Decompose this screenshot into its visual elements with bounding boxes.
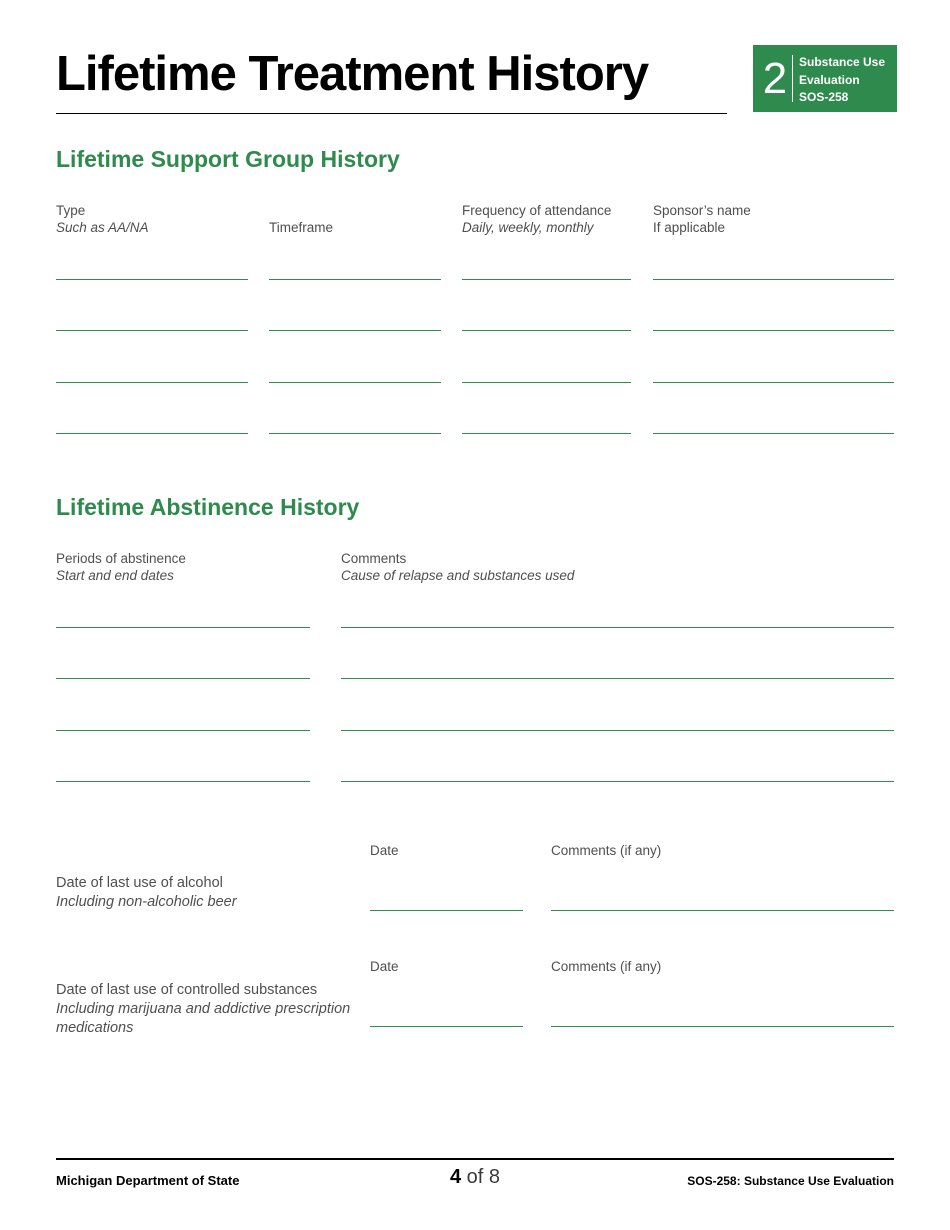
col-header-sponsor [653, 202, 751, 236]
controlled-comments-label: Comments (if any) [551, 959, 662, 974]
col-label-periods: Periods of abstinence [56, 551, 186, 566]
section-number: 2 [762, 54, 788, 103]
support-sponsor-field[interactable] [653, 433, 894, 434]
col-hint-frequency: Daily, weekly, monthly [462, 220, 594, 235]
page-current: 4 [449, 1166, 462, 1188]
col-hint-sponsor: If applicable [653, 220, 726, 235]
badge-line-3: SOS-258 [799, 90, 849, 104]
col-header-periods [56, 550, 186, 584]
footer-form-name: SOS-258: Substance Use Evaluation [687, 1174, 894, 1188]
support-sponsor-field[interactable] [653, 279, 894, 280]
badge-label [799, 54, 885, 107]
support-timeframe-field[interactable] [269, 433, 441, 434]
support-sponsor-field[interactable] [653, 330, 894, 331]
page-total: of 8 [461, 1166, 501, 1188]
badge-line-2: Evaluation [799, 72, 860, 87]
col-hint-comments: Cause of relapse and substances used [341, 568, 575, 583]
support-type-field[interactable] [56, 330, 248, 331]
alcohol-date-field[interactable] [370, 910, 523, 911]
col-hint-periods: Start and end dates [56, 568, 174, 583]
abstinence-comment-field[interactable] [341, 730, 894, 731]
badge-line-1: Substance Use [799, 55, 886, 69]
col-header-frequency [462, 202, 611, 236]
col-label-type: Type [56, 203, 86, 218]
alcohol-question-hint: Including non-alcoholic beer [56, 894, 237, 910]
col-hint-type: Such as AA/NA [56, 220, 149, 235]
support-group-heading: Lifetime Support Group History [56, 146, 400, 172]
abstinence-period-field[interactable] [56, 627, 310, 628]
support-frequency-field[interactable] [462, 279, 631, 280]
col-label-frequency: Frequency of attendance [462, 203, 612, 218]
col-header-timeframe [269, 219, 333, 236]
abstinence-period-field[interactable] [56, 781, 310, 782]
abstinence-period-field[interactable] [56, 678, 310, 679]
alcohol-date-label: Date [370, 843, 399, 858]
controlled-date-label: Date [370, 959, 399, 974]
controlled-date-field[interactable] [370, 1026, 523, 1027]
support-type-field[interactable] [56, 382, 248, 383]
section-badge [753, 45, 897, 112]
page-title: Lifetime Treatment History [56, 47, 649, 101]
support-type-field[interactable] [56, 433, 248, 434]
abstinence-heading: Lifetime Abstinence History [56, 494, 360, 520]
support-timeframe-field[interactable] [269, 279, 441, 280]
controlled-comments-field[interactable] [551, 1026, 894, 1027]
support-sponsor-field[interactable] [653, 382, 894, 383]
abstinence-period-field[interactable] [56, 730, 310, 731]
page-number [420, 1166, 530, 1189]
footer-divider [56, 1158, 894, 1160]
col-label-sponsor: Sponsor’s name [653, 203, 751, 218]
alcohol-question-text: Date of last use of alcohol [56, 875, 223, 891]
controlled-question [56, 981, 354, 1038]
col-label-comments: Comments [341, 551, 407, 566]
badge-divider [792, 55, 793, 102]
col-header-type [56, 202, 149, 236]
alcohol-comments-field[interactable] [551, 910, 894, 911]
alcohol-question [56, 874, 356, 912]
support-frequency-field[interactable] [462, 433, 631, 434]
abstinence-comment-field[interactable] [341, 781, 894, 782]
title-divider [56, 113, 727, 114]
support-type-field[interactable] [56, 279, 248, 280]
abstinence-comment-field[interactable] [341, 678, 894, 679]
support-frequency-field[interactable] [462, 330, 631, 331]
controlled-question-text: Date of last use of controlled substances [56, 982, 318, 998]
col-label-timeframe: Timeframe [269, 220, 334, 235]
support-frequency-field[interactable] [462, 382, 631, 383]
controlled-question-hint: Including marijuana and addictive prescription medications [56, 1001, 351, 1036]
footer-department: Michigan Department of State [56, 1173, 240, 1188]
support-timeframe-field[interactable] [269, 330, 441, 331]
alcohol-comments-label: Comments (if any) [551, 843, 662, 858]
abstinence-comment-field[interactable] [341, 627, 894, 628]
col-header-comments [341, 550, 574, 584]
support-timeframe-field[interactable] [269, 382, 441, 383]
